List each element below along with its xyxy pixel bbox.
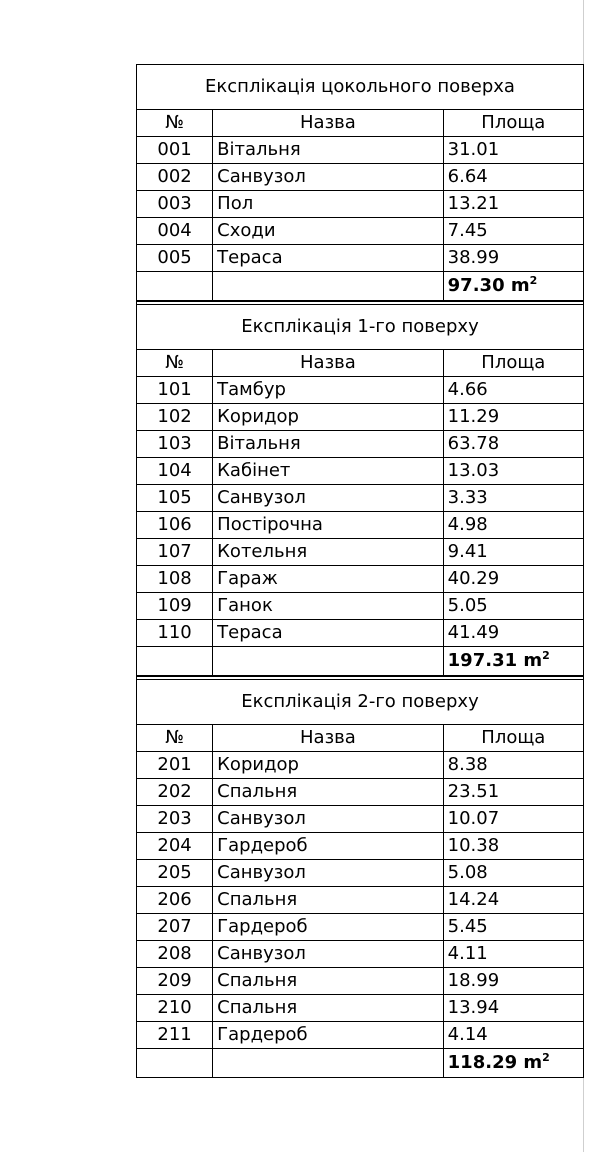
room-area: 5.08 [443,860,583,887]
room-area: 13.21 [443,191,583,218]
table-row [137,512,584,539]
room-area: 18.99 [443,968,583,995]
room-area: 63.78 [443,431,583,458]
room-number: 202 [137,779,213,806]
room-name: Котельня [213,539,444,566]
room-area: 13.03 [443,458,583,485]
room-area: 23.51 [443,779,583,806]
room-area: 4.11 [443,941,583,968]
table-row [137,218,584,245]
table-row [137,377,584,404]
room-name: Пол [213,191,444,218]
total-row [137,272,584,302]
room-area: 10.38 [443,833,583,860]
table-row [137,164,584,191]
room-name: Вітальня [213,137,444,164]
table-row [137,458,584,485]
section-title-row [137,65,584,110]
table-row [137,1022,584,1049]
room-number: 204 [137,833,213,860]
room-number: 108 [137,566,213,593]
room-name: Сходи [213,218,444,245]
explication-table [136,64,584,1078]
room-name: Вітальня [213,431,444,458]
total-area [443,1049,583,1078]
room-area: 10.07 [443,806,583,833]
room-area: 41.49 [443,620,583,647]
table-row [137,191,584,218]
room-name: Спальня [213,995,444,1022]
total-area-value: 197.31 m [447,650,543,671]
room-name: Кабінет [213,458,444,485]
room-area: 6.64 [443,164,583,191]
room-number: 205 [137,860,213,887]
table-row [137,431,584,458]
room-area: 31.01 [443,137,583,164]
table-row [137,995,584,1022]
table-row [137,485,584,512]
room-number: 106 [137,512,213,539]
room-number: 001 [137,137,213,164]
column-header-row [137,725,584,752]
room-number: 208 [137,941,213,968]
room-name: Спальня [213,779,444,806]
total-area-unit-exponent: 2 [529,274,538,287]
room-name: Гардероб [213,1022,444,1049]
explication-table-body [137,65,584,1078]
room-number: 005 [137,245,213,272]
table-row [137,566,584,593]
table-row [137,779,584,806]
table-row [137,968,584,995]
total-empty-name [213,272,444,302]
section-title-row [137,680,584,725]
room-number: 209 [137,968,213,995]
room-number: 105 [137,485,213,512]
room-number: 002 [137,164,213,191]
header-number: № [137,110,213,137]
room-number: 004 [137,218,213,245]
table-row [137,887,584,914]
room-name: Гараж [213,566,444,593]
room-area: 5.45 [443,914,583,941]
table-row [137,806,584,833]
room-area: 7.45 [443,218,583,245]
table-row [137,539,584,566]
room-number: 104 [137,458,213,485]
room-area: 11.29 [443,404,583,431]
room-name: Санвузол [213,485,444,512]
room-number: 107 [137,539,213,566]
room-number: 201 [137,752,213,779]
room-number: 102 [137,404,213,431]
header-area: Площа [443,350,583,377]
room-number: 206 [137,887,213,914]
room-area: 3.33 [443,485,583,512]
room-name: Санвузол [213,164,444,191]
room-area: 9.41 [443,539,583,566]
room-number: 003 [137,191,213,218]
room-name: Санвузол [213,860,444,887]
room-name: Коридор [213,752,444,779]
room-name: Гардероб [213,914,444,941]
header-name: Назва [213,110,444,137]
room-area: 5.05 [443,593,583,620]
room-area: 13.94 [443,995,583,1022]
room-area: 40.29 [443,566,583,593]
total-empty-number [137,272,213,302]
room-number: 101 [137,377,213,404]
section-title: Експлікація 2-го поверху [137,680,584,725]
table-row [137,404,584,431]
total-area [443,272,583,302]
room-number: 211 [137,1022,213,1049]
room-name: Гардероб [213,833,444,860]
table-row [137,833,584,860]
room-number: 210 [137,995,213,1022]
table-row [137,860,584,887]
table-row [137,593,584,620]
room-name: Постірочна [213,512,444,539]
room-number: 207 [137,914,213,941]
section-title: Експлікація цокольного поверха [137,65,584,110]
room-name: Санвузол [213,806,444,833]
room-name: Коридор [213,404,444,431]
header-name: Назва [213,725,444,752]
total-empty-name [213,647,444,677]
header-number: № [137,350,213,377]
room-area: 4.66 [443,377,583,404]
section-title: Експлікація 1-го поверху [137,305,584,350]
room-area: 38.99 [443,245,583,272]
column-header-row [137,110,584,137]
room-name: Ганок [213,593,444,620]
total-empty-number [137,1049,213,1078]
table-row [137,914,584,941]
total-area-value: 118.29 m [447,1052,543,1073]
explication-tables [136,64,584,1078]
room-name: Спальня [213,968,444,995]
table-row [137,245,584,272]
room-area: 14.24 [443,887,583,914]
header-number: № [137,725,213,752]
header-area: Площа [443,725,583,752]
room-number: 203 [137,806,213,833]
room-area: 4.14 [443,1022,583,1049]
total-area-value: 97.30 m [447,275,530,296]
room-number: 103 [137,431,213,458]
section-title-row [137,305,584,350]
room-name: Тераса [213,620,444,647]
table-row [137,137,584,164]
room-area: 4.98 [443,512,583,539]
table-row [137,752,584,779]
total-area-unit-exponent: 2 [542,649,550,662]
table-row [137,941,584,968]
room-name: Тамбур [213,377,444,404]
header-area: Площа [443,110,583,137]
total-empty-number [137,647,213,677]
room-name: Спальня [213,887,444,914]
room-number: 110 [137,620,213,647]
table-row [137,620,584,647]
total-empty-name [213,1049,444,1078]
total-area-unit-exponent: 2 [542,1051,550,1064]
room-area: 8.38 [443,752,583,779]
total-row [137,647,584,677]
room-name: Санвузол [213,941,444,968]
room-number: 109 [137,593,213,620]
column-header-row [137,350,584,377]
room-name: Тераса [213,245,444,272]
header-name: Назва [213,350,444,377]
total-area [443,647,583,677]
total-row [137,1049,584,1078]
